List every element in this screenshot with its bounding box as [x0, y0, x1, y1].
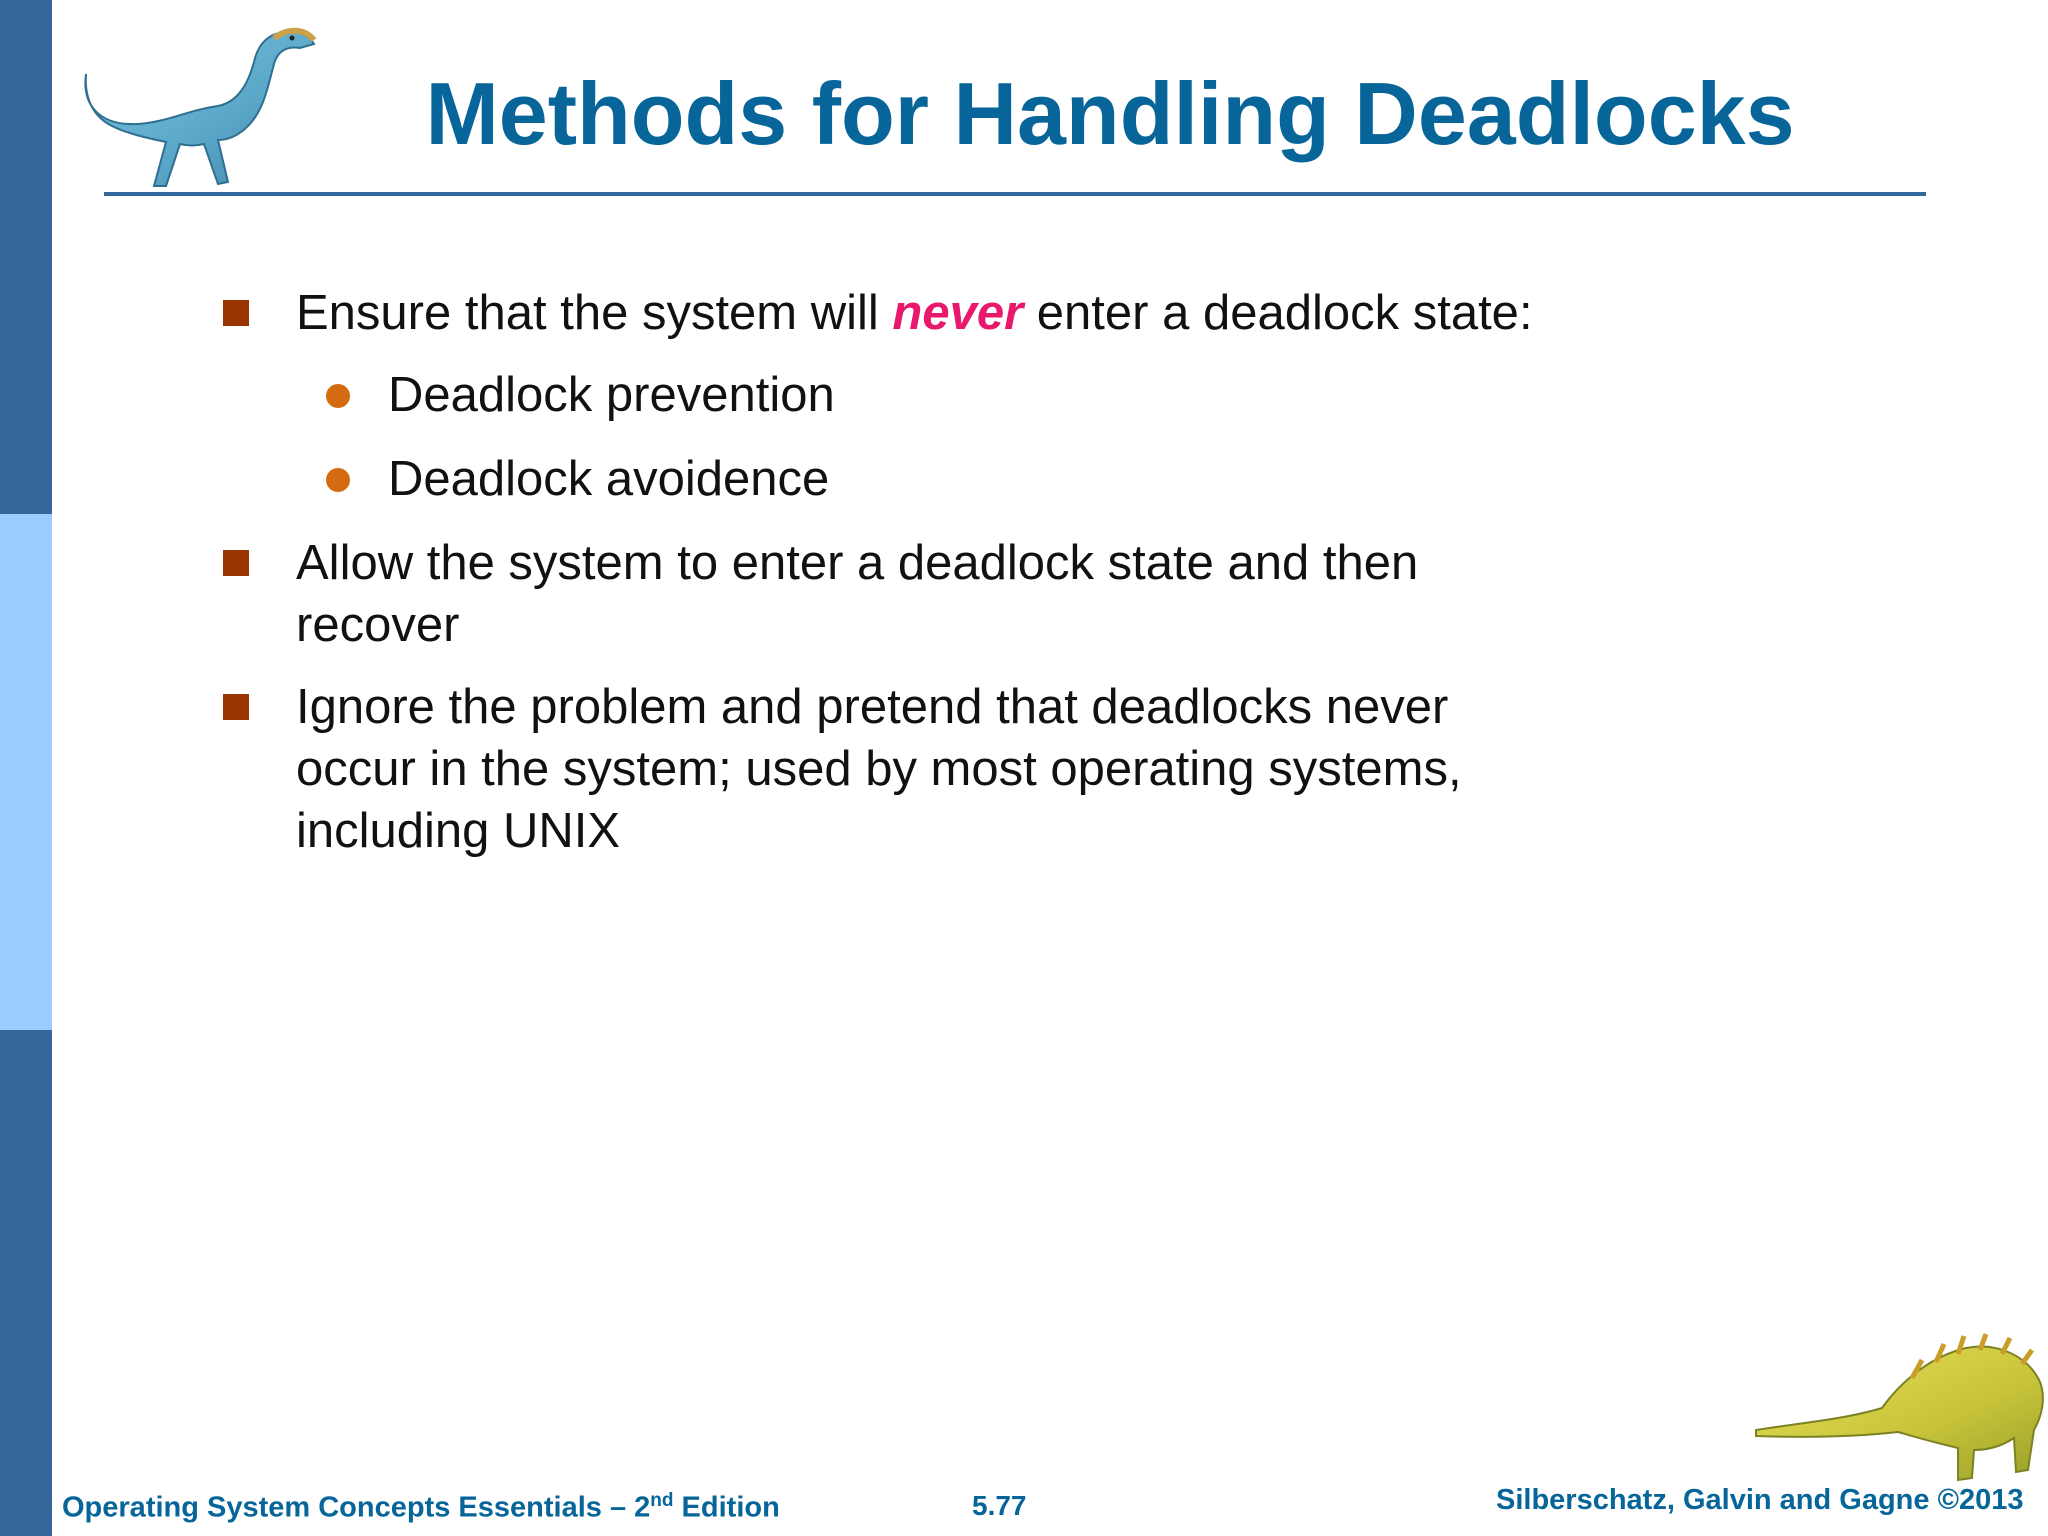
- sidebar-stripe-middle: [0, 514, 52, 1030]
- footer-copyright: Silberschatz, Galvin and Gagne ©2013: [1496, 1484, 2024, 1516]
- bullet-text: Ignore the problem and pretend that deadlocks never occur in the system; used by most operating systems, including UNIX: [296, 680, 1462, 858]
- sub-bullet-item: [220, 364, 1580, 426]
- bullet-item: [220, 282, 1580, 344]
- bullet-item: [220, 532, 1580, 656]
- footer-book-suffix: Edition: [673, 1491, 780, 1524]
- dot-bullet-icon: [326, 468, 350, 492]
- bullet-text-post: enter a deadlock state:: [1023, 286, 1533, 340]
- sub-bullet-text: Deadlock avoidence: [388, 452, 830, 506]
- slide-title: Methods for Handling Deadlocks: [425, 64, 1795, 163]
- slide-content: [220, 282, 1580, 882]
- sidebar-stripe-bottom: [0, 1030, 52, 1536]
- footer-book-prefix: Operating System Concepts Essentials – 2: [62, 1491, 651, 1524]
- sub-bullet-text: Deadlock prevention: [388, 368, 835, 422]
- dot-bullet-icon: [326, 384, 350, 408]
- square-bullet-icon: [223, 300, 249, 326]
- title-divider: [104, 192, 1926, 196]
- sub-bullet-item: [220, 448, 1580, 510]
- dinosaur-logo-icon: [78, 14, 318, 194]
- bullet-text: Allow the system to enter a deadlock state and then recover: [296, 536, 1419, 652]
- dinosaur-logo-icon: [1752, 1320, 2048, 1490]
- page-number: 5.77: [972, 1490, 1027, 1521]
- bullet-emphasis: never: [892, 286, 1024, 340]
- square-bullet-icon: [223, 694, 249, 720]
- footer-book-title: [62, 1490, 780, 1525]
- square-bullet-icon: [223, 550, 249, 576]
- bullet-item: [220, 676, 1580, 862]
- bullet-text-pre: Ensure that the system will: [296, 286, 893, 340]
- footer-book-superscript: nd: [650, 1490, 674, 1511]
- sidebar-stripe-top: [0, 0, 52, 514]
